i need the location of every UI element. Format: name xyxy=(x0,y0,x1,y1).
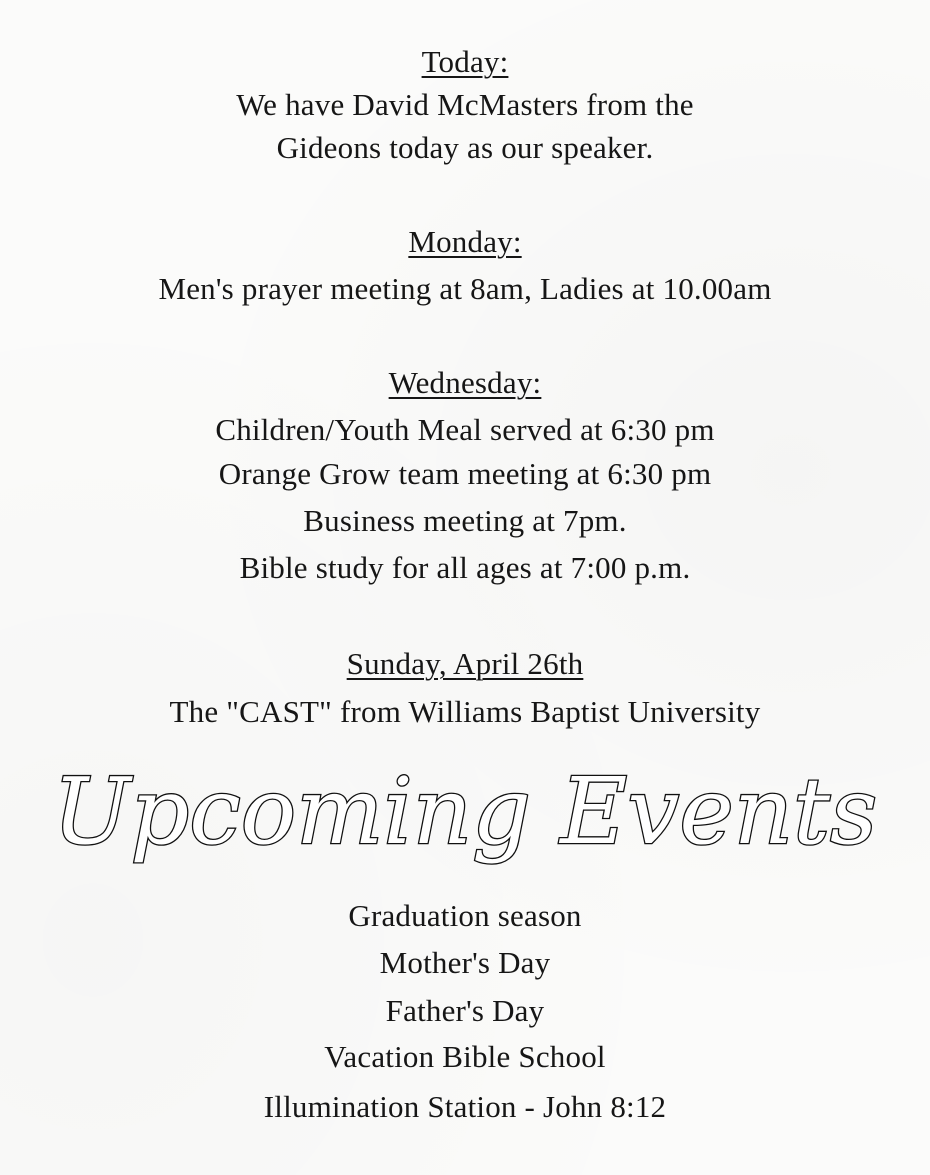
wednesday-heading: Wednesday: xyxy=(388,365,542,400)
upcoming-events-title-text: Upcoming Events xyxy=(52,758,878,865)
today-heading: Today: xyxy=(421,44,509,79)
upcoming-events-title-graphic xyxy=(52,758,878,875)
upcoming-item-fathers-day: Father's Day xyxy=(385,993,545,1028)
upcoming-item-mothers-day: Mother's Day xyxy=(379,945,551,980)
monday-line-1: Men's prayer meeting at 8am, Ladies at 10.00am xyxy=(158,271,772,306)
monday-heading: Monday: xyxy=(408,224,522,259)
upcoming-item-illumination-station: Illumination Station - John 8:12 xyxy=(263,1089,667,1124)
upcoming-item-vbs: Vacation Bible School xyxy=(324,1039,606,1074)
today-line-1: We have David McMasters from the xyxy=(236,87,694,122)
wednesday-line-1: Children/Youth Meal served at 6:30 pm xyxy=(215,412,715,447)
sunday-line-1: The "CAST" from Williams Baptist University xyxy=(169,694,761,729)
wednesday-line-2: Orange Grow team meeting at 6:30 pm xyxy=(218,456,712,491)
sunday-heading: Sunday, April 26th xyxy=(346,646,584,681)
upcoming-events-title xyxy=(0,758,930,875)
wednesday-line-3: Business meeting at 7pm. xyxy=(303,503,627,538)
upcoming-item-graduation: Graduation season xyxy=(348,898,582,933)
today-line-2: Gideons today as our speaker. xyxy=(276,130,654,165)
wednesday-line-4: Bible study for all ages at 7:00 p.m. xyxy=(239,550,691,585)
